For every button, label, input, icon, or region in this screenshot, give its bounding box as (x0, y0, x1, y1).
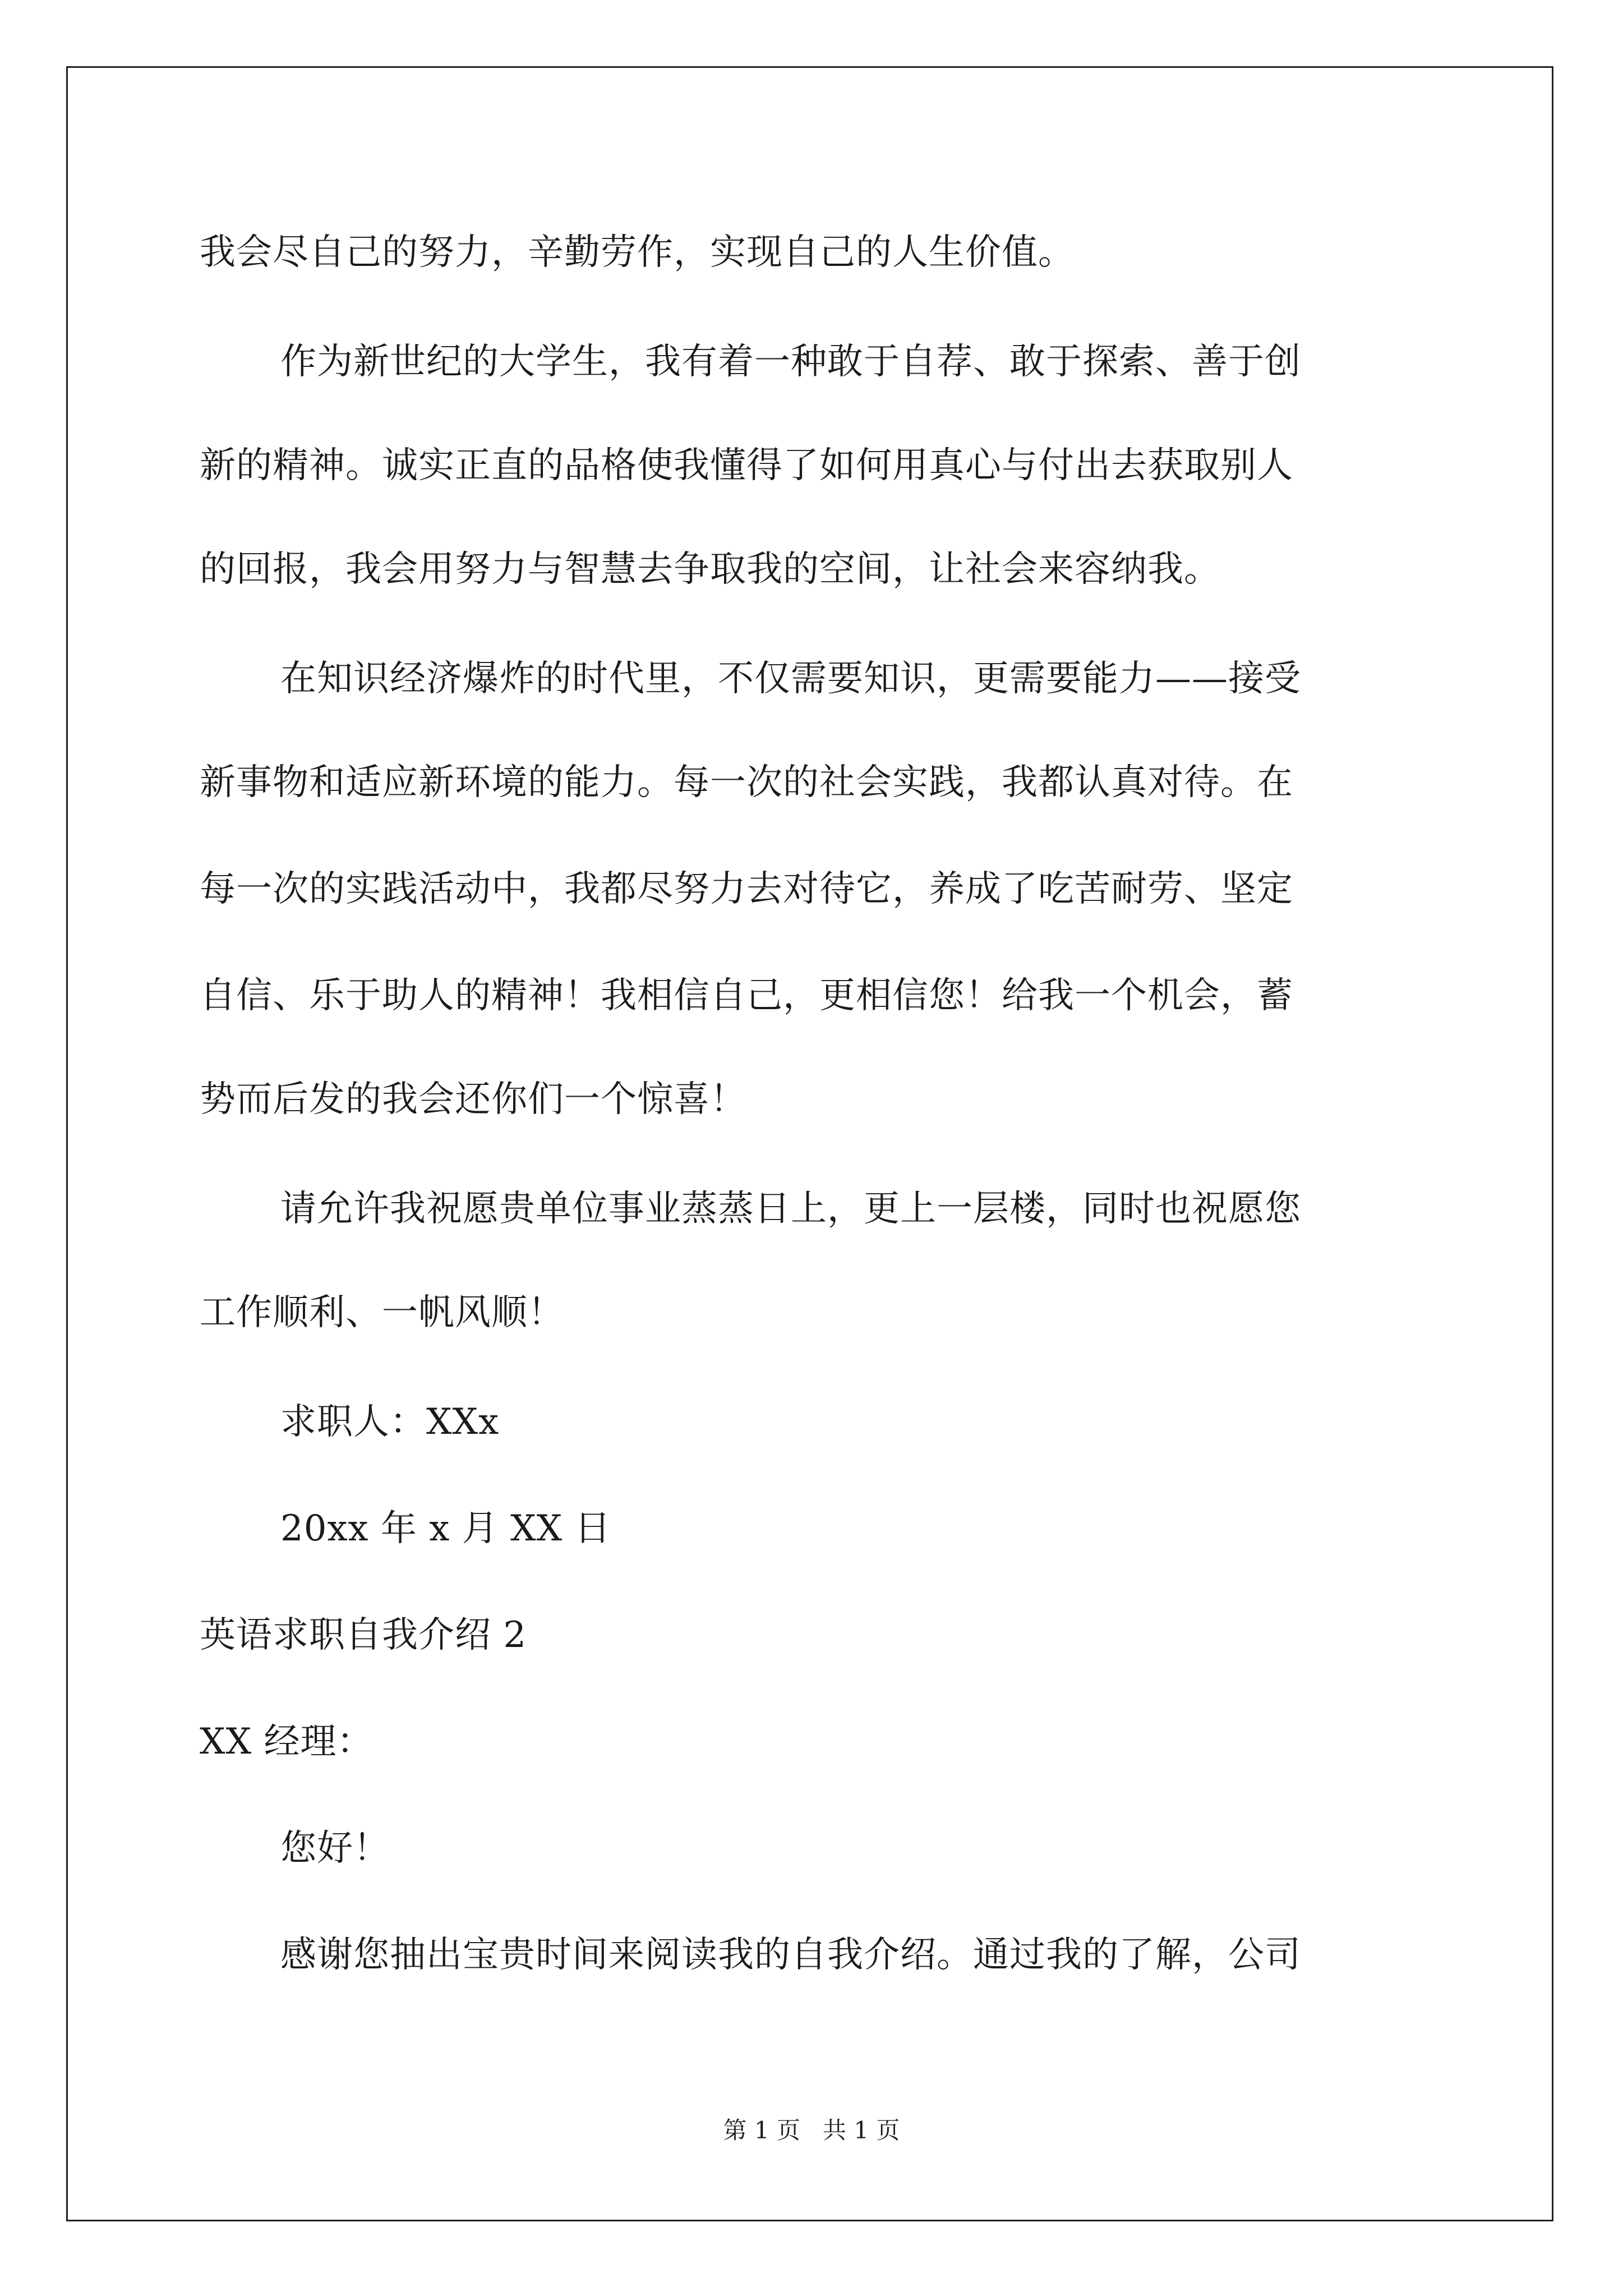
text-line-9: 势而后发的我会还你们一个惊喜！ (200, 1079, 746, 1120)
signature-line: 求职人：XXx (280, 1401, 500, 1443)
text-line-8: 自信、乐于助人的精神！我相信自己，更相信您！给我一个机会，蓄 (200, 975, 1293, 1016)
section-title: 英语求职自我介绍 2 (200, 1614, 527, 1656)
page-border (66, 66, 1553, 2221)
salutation: XX 经理： (200, 1721, 374, 1763)
text-line-5: 在知识经济爆炸的时代里，不仅需要知识，更需要能力——接受 (280, 658, 1301, 700)
text-line-3: 新的精神。诚实正直的品格使我懂得了如何用真心与付出去获取别人 (200, 445, 1293, 486)
text-line-2: 作为新世纪的大学生，我有着一种敢于自荐、敢于探索、善于创 (280, 341, 1301, 383)
text-line-10: 请允许我祝愿贵单位事业蒸蒸日上，更上一层楼，同时也祝愿您 (280, 1188, 1301, 1230)
greeting: 您好！ (280, 1828, 390, 1869)
text-line-11: 工作顺利、一帆风顺！ (200, 1292, 564, 1333)
date-line: 20xx 年 x 月 XX 日 (280, 1508, 611, 1549)
text-line-7: 每一次的实践活动中，我都尽努力去对待它，养成了吃苦耐劳、坚定 (200, 868, 1293, 910)
text-line-6: 新事物和适应新环境的能力。每一次的社会实践，我都认真对待。在 (200, 762, 1293, 803)
text-line-17: 感谢您抽出宝贵时间来阅读我的自我介绍。通过我的了解，公司 (280, 1934, 1301, 1976)
page-footer: 第 1 页 共 1 页 (723, 2116, 900, 2144)
text-line-4: 的回报，我会用努力与智慧去争取我的空间，让社会来容纳我。 (200, 549, 1220, 590)
text-line-1: 我会尽自己的努力，辛勤劳作，实现自己的人生价值。 (200, 232, 1075, 273)
